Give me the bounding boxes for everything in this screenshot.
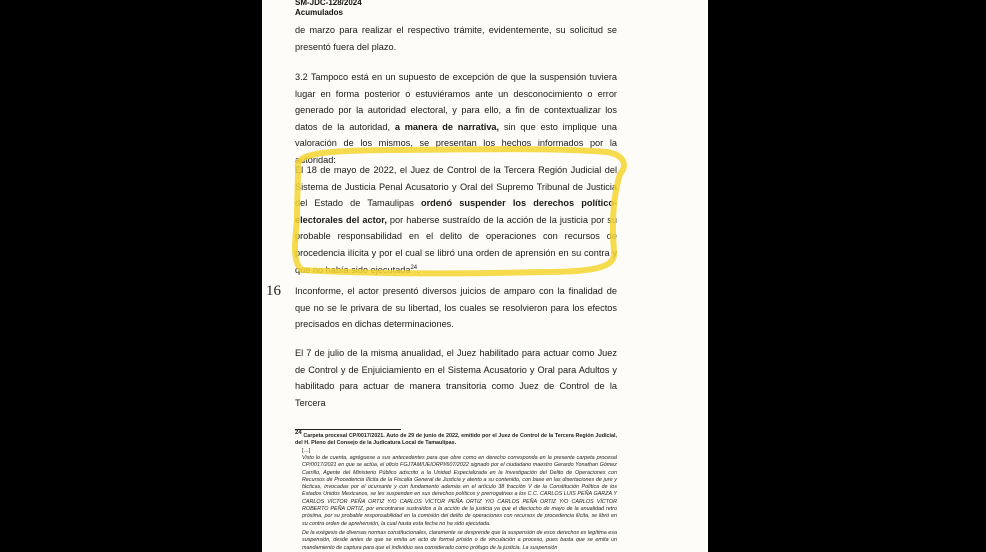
paragraph-inconforme: Inconforme, el actor presentó diversos juicios de amparo con la finalidad de que no se le privara de su libertad, los cuales se resolvieron para los efectos precisados en dichas determinaciones. [295,286,617,330]
footnote-reference[interactable]: 24 [410,264,418,271]
document-page [262,0,708,552]
page-number: 16 [266,283,281,299]
footnote-quote-1: Visto lo de cuenta, agréguese a sus antecedentes para que obre como en derecho corresponda en la presente carpeta procesal CP/0017/2021 en que se actúa, el oficio FGJTAM/UEIORPI/607/2022 signado por el ciudadano maestro Gerardo Yonathan Gómez Carrillo, Agente del Ministerio Público adscrito a la Unidad Especializada en la Investigación del Delito de Operaciones con Recursos de Procedencia Ilícita de la Fiscalía General de Justicia y atento a su contenido, con base en las disertaciones de jure y fácticas, invocadas por el ocursante y con fundamento además en el artículo 38 fracción V de la Constitución Política de los Estados Unidos Mexicanos, se les suspenden en sus derechos políticos y prerrogativas a los C.C. CARLOS LUIS PEÑA GARZA Y CARLOS VÍCTOR PEÑA ORTIZ Y/O CARLOS VÍCTOR PEÑA ORTIZ Y/O CARLOS PEÑA ORTIZ Y/O CARLOS VÍCTOR ROBERTO PEÑA ORTIZ, por encontrarse sustraídos a la acción de la justicia ya que el dieciocho de mayo de la anualidad retro próxima, por su probable responsabilidad en la comisión del delito de operaciones con recursos de procedencia ilícita, se libró en su contra orden de aprehensión, la cual hasta esta fecha no ha sido ejecutada. [302,455,617,527]
case-subtitle: Acumulados [295,8,344,17]
footnote-24: 24 Carpeta procesal CP/0017/2021. Auto de 29 de junio de 2022, emitido por el Juez de Control de la Tercera Región Judicial, del H. Pleno del Consejo de la Judicatura Local de Tamaulipas. [295,430,617,447]
footnote-number: 24 [295,430,302,437]
footnote-ellipsis: […] [302,448,311,454]
paragraph-number: 3.2 [295,72,308,82]
quoted-paragraph: El 18 de mayo de 2022, el Juez de Control de la Tercera Región Judicial del Sistema de Justicia Penal Acusatorio y Oral del Supremo Tribunal de Justicia del Estado de Tamaulipas ordenó suspender los derechos político-electorales del actor, por haberse sustraído de la acción de la justicia por su probable responsabilidad en el delito de operaciones con recursos de procedencia ilícita y por el cual se libró una orden de aprensión en su contra y que no había sido ejecutada$^{24}$. [295,165,617,275]
footnote-separator [295,429,401,430]
paragraph-3-2: 3.2 Tampoco está en un supuesto de excepción de que la suspensión tuviera lugar en forma posterior o estuviéramos ante un desconocimiento o error generado por la autoridad electoral, y para ello, a fin de contextualizar los datos de la autoridad, a manera de narrativa, sin que esto implique una valoración de los mismos, se presentan los hechos informados por la autoridad: [295,72,618,165]
paragraph-top: de marzo para realizar el respectivo trámite, evidentemente, su solicitud se presentó fuera del plazo. [295,25,617,52]
case-number: SM-JDC-128/2024 [295,0,362,7]
footnote-quote-2: De la exégesis de diversas normas constitucionales, claramente se desprende que la suspensión de esos derechos es legítima esa suspensión, desde antes de que se emita un acto de formal prisión o de vinculación a proceso, pues basta que se emita un mandamiento de captura para que el individuo sea considerado como prófugo de la justicia. La suspensión [302,530,617,551]
paragraph-julio: El 7 de julio de la misma anualidad, el Juez habilitado para actuar como Juez de Control y de Enjuiciamiento en el Sistema Acusatorio y Oral para Adultos y habilitado para actuar de manera transitoria como Juez de Control de la Tercera [295,348,617,408]
